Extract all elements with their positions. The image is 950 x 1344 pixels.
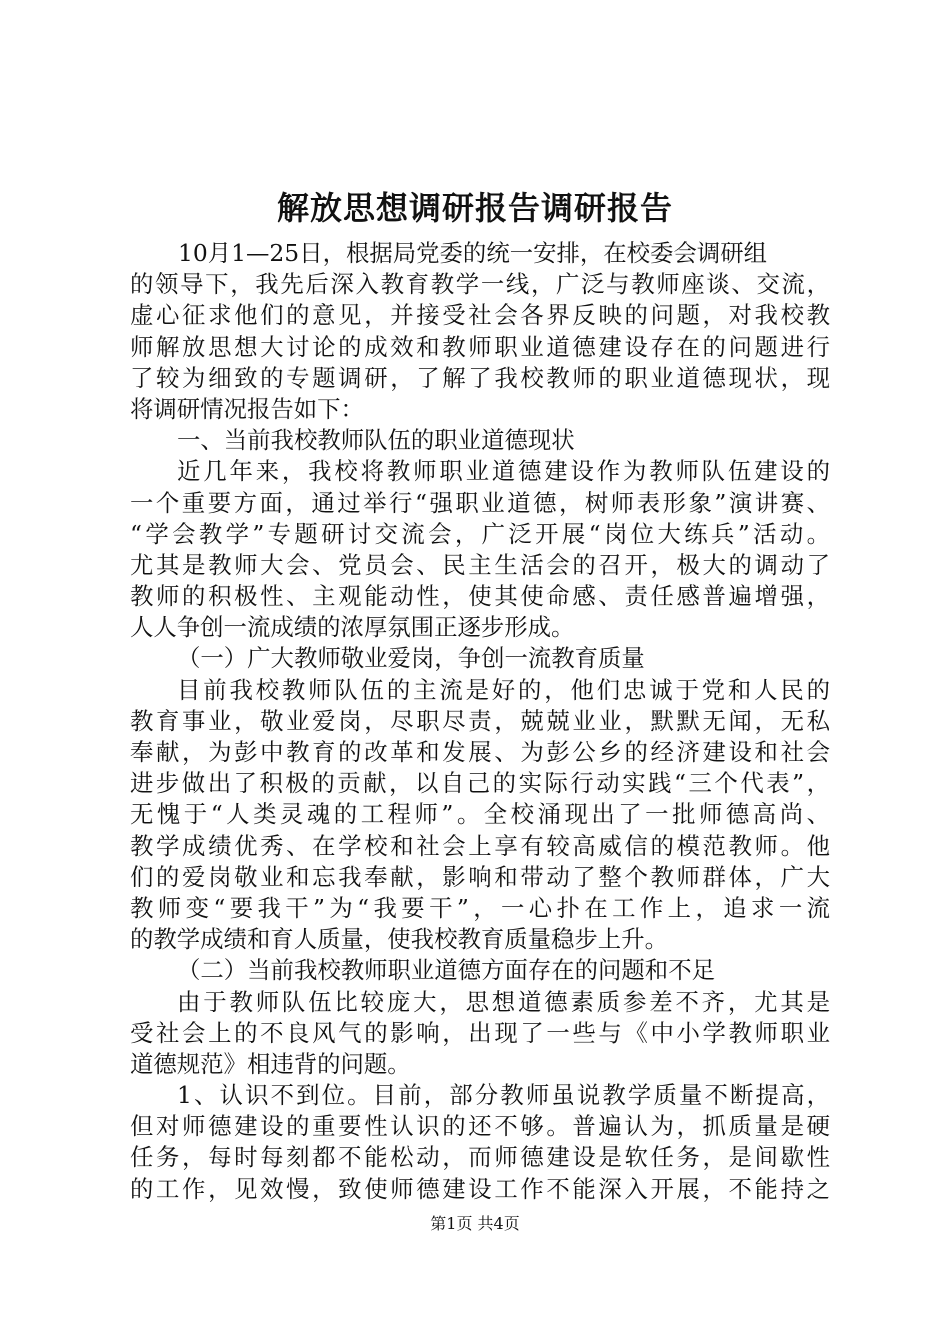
text-line: 受社会上的不良风气的影响，出现了一些与《中小学教师职业 [130, 1018, 830, 1047]
text-line: 但对师德建设的重要性认识的还不够。普遍认为，抓质量是硬 [130, 1112, 830, 1141]
text-line: 无愧于“人类灵魂的工程师”。全校涌现出了一批师德高尚、 [130, 800, 830, 829]
text-line: 一个重要方面，通过举行“强职业道德，树师表形象”演讲赛、 [130, 488, 830, 517]
text-line: 虚心征求他们的意见，并接受社会各界反映的问题，对我校教 [130, 301, 830, 330]
text-line: 1、认识不到位。目前，部分教师虽说教学质量不断提高， [177, 1081, 830, 1110]
document-title: 解放思想调研报告调研报告 [276, 189, 673, 227]
text-line: 近几年来，我校将教师职业道德建设作为教师队伍建设的 [177, 457, 830, 486]
text-line: 的领导下，我先后深入教育教学一线，广泛与教师座谈、交流， [130, 270, 830, 299]
text-line: 将调研情况报告如下： [130, 394, 364, 423]
text-line: 们的爱岗敬业和忘我奉献，影响和带动了整个教师群体，广大 [130, 862, 830, 891]
text-line: 由于教师队伍比较庞大，思想道德素质参差不齐，尤其是 [177, 987, 830, 1016]
text-line: 奉献，为彭中教育的改革和发展、为彭公乡的经济建设和社会 [130, 738, 830, 766]
page-indicator: 第1页 共4页 [430, 1214, 520, 1233]
section-heading: 一、当前我校教师队伍的职业道德现状 [177, 426, 575, 455]
text-line: 道德规范》相违背的问题。 [130, 1049, 411, 1078]
text-line: 的教学成绩和育人质量，使我校教育质量稳步上升。 [130, 925, 668, 954]
text-line: 人人争创一流成绩的浓厚氛围正逐步形成。 [130, 613, 575, 642]
document-body [130, 238, 830, 1205]
text-line: 进步做出了积极的贡献，以自己的实际行动实践“三个代表”， [130, 769, 830, 798]
text-line: 任务，每时每刻都不能松动，而师德建设是软任务，是间歇性 [130, 1143, 830, 1172]
text-line: 10月1—25日，根据局党委的统一安排，在校委会调研组 [178, 239, 768, 267]
text-line: “学会教学”专题研讨交流会，广泛开展“岗位大练兵”活动。 [130, 519, 830, 548]
text-line: 师解放思想大讨论的成效和教师职业道德建设存在的问题进行 [130, 332, 830, 361]
subsection-heading: （二）当前我校教师职业道德方面存在的问题和不足 [177, 956, 715, 985]
text-line: 的工作，见效慢，致使师德建设工作不能深入开展，不能持之 [130, 1174, 830, 1203]
text-line: 教育事业，敬业爱岗，尽职尽责，兢兢业业，默默无闻，无私 [130, 706, 830, 735]
text-line: 目前我校教师队伍的主流是好的，他们忠诚于党和人民的 [177, 675, 830, 704]
text-line: 教师的积极性、主观能动性，使其使命感、责任感普遍增强， [130, 582, 830, 611]
text-line: 教师变“要我干”为“我要干”，一心扑在工作上，追求一流 [130, 893, 830, 922]
subsection-heading: （一）广大教师敬业爱岗，争创一流教育质量 [177, 644, 645, 673]
text-line: 教学成绩优秀、在学校和社会上享有较高威信的模范教师。他 [130, 831, 830, 860]
text-line: 了较为细致的专题调研，了解了我校教师的职业道德现状，现 [130, 363, 830, 392]
text-line: 尤其是教师大会、党员会、民主生活会的召开，极大的调动了 [130, 550, 830, 579]
